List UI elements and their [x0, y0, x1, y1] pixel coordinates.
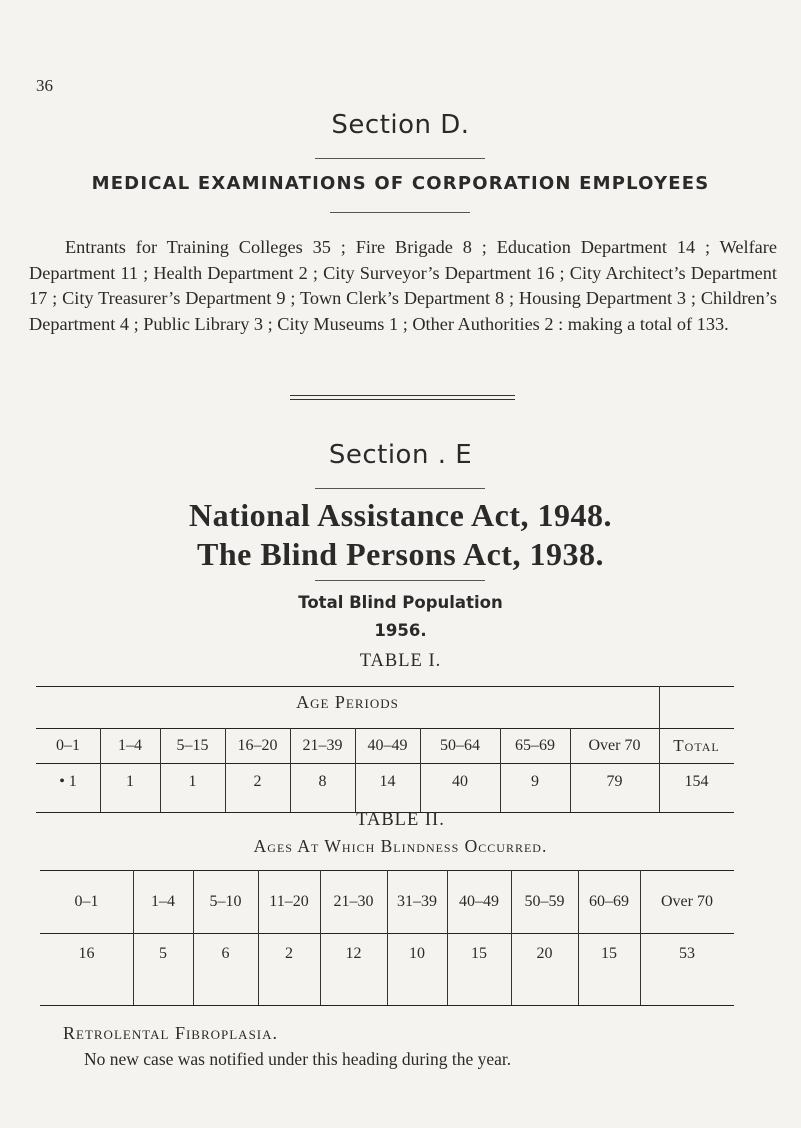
- table-rule: [578, 870, 579, 1005]
- table1-column-header: 1–4: [118, 737, 142, 754]
- table-rule: [36, 728, 734, 729]
- table1-cell: 40: [452, 773, 468, 790]
- section-d-title: Section D.: [331, 110, 470, 140]
- table-rule: [193, 870, 194, 1005]
- table1-column-header: 5–15: [176, 737, 209, 754]
- divider: [315, 158, 485, 159]
- table1-column-header: 21–39: [302, 737, 343, 754]
- table1-cell: 79: [606, 773, 623, 790]
- age-periods-header: Age Periods: [296, 692, 399, 712]
- section-e-title: Section . E: [328, 440, 473, 470]
- table2-column-header: 40–49: [459, 893, 499, 910]
- table1-cell: 1: [188, 773, 197, 790]
- table2-cell: 2: [285, 945, 293, 962]
- section-d-paragraph: Entrants for Training Colleges 35 ; Fire Brigade 8 ; Education Department 14 ; Welfare Department 11 ; Health Department 2 ; City Surveyor’s Department 16 ; City Architect’s Department 17 ; City Treasurer’s Department 9 ; Town Clerk’s Department 8 ; Housing Department 3 ; Children’s Department 4 ; Public Library 3 ; City Museums 1 ; Other Authorities 2 : making a total of 133.: [29, 237, 777, 334]
- table2-column-header: 31–39: [397, 893, 437, 910]
- table2-cell: 20: [536, 945, 553, 962]
- double-divider: [290, 395, 515, 400]
- medical-heading: MEDICAL EXAMINATIONS OF CORPORATION EMPLOYEES: [91, 173, 710, 194]
- table2-cell: 12: [345, 945, 362, 962]
- population-title: Total Blind Population: [298, 593, 503, 612]
- divider: [330, 212, 470, 213]
- retrolental-text: No new case was notified under this heading during the year.: [84, 1049, 512, 1069]
- table2-column-header: 1–4: [151, 893, 175, 910]
- act-title-2: The Blind Persons Act, 1938.: [197, 536, 604, 572]
- table-rule: [258, 870, 259, 1005]
- table1-title: TABLE I.: [359, 651, 442, 671]
- table2-cell: 15: [601, 945, 617, 962]
- table2-subtitle: Ages At Which Blindness Occurred.: [253, 836, 548, 856]
- table-rule: [133, 870, 134, 1005]
- table2-cell: 6: [221, 945, 230, 962]
- act-title-1: National Assistance Act, 1948.: [189, 497, 612, 533]
- table2-column-header: 5–10: [209, 893, 242, 910]
- table1-cell: 9: [531, 773, 539, 790]
- total-header: Total: [673, 736, 720, 755]
- retrolental-heading: Retrolental Fibroplasia.: [63, 1023, 279, 1043]
- table-rule: [511, 870, 512, 1005]
- page-number: 36: [36, 76, 53, 95]
- table2-cell: 53: [679, 945, 695, 962]
- table1-column-header: 65–69: [515, 737, 555, 754]
- population-year: 1956.: [374, 621, 427, 640]
- table2-column-header: 21–30: [333, 893, 374, 910]
- table-rule: [640, 870, 641, 1005]
- total-value: 154: [684, 773, 709, 790]
- table1-cell: 8: [318, 773, 327, 790]
- table1-cell: • 1: [59, 773, 77, 790]
- table2-column-header: 60–69: [589, 893, 629, 910]
- table-rule: [36, 686, 734, 687]
- table1-cell: 14: [379, 773, 396, 790]
- divider: [315, 488, 485, 489]
- table1-cell: 2: [253, 773, 262, 790]
- table1-column-header: 40–49: [367, 737, 408, 754]
- table-rule: [447, 870, 448, 1005]
- table2-cell: 15: [471, 945, 487, 962]
- table1-cell: 1: [126, 773, 134, 790]
- table-rule: [36, 763, 734, 764]
- table-rule: [320, 870, 321, 1005]
- table2-column-header: 11–20: [269, 893, 309, 910]
- table2-cell: 5: [159, 945, 167, 962]
- table-rule: [40, 1005, 734, 1006]
- table-rule: [387, 870, 388, 1005]
- table2-column-header: 0–1: [74, 893, 99, 910]
- table1-column-header: Over 70: [588, 737, 641, 754]
- table1-column-header: 0–1: [56, 737, 80, 754]
- table2-column-header: Over 70: [661, 893, 713, 910]
- table2-cell: 16: [78, 945, 95, 962]
- table1-column-header: 16–20: [237, 737, 278, 754]
- table1-column-header: 50–64: [440, 737, 480, 754]
- table2-title: TABLE II.: [356, 810, 445, 830]
- divider: [315, 580, 485, 581]
- table2-column-header: 50–59: [524, 893, 565, 910]
- table2-cell: 10: [409, 945, 425, 962]
